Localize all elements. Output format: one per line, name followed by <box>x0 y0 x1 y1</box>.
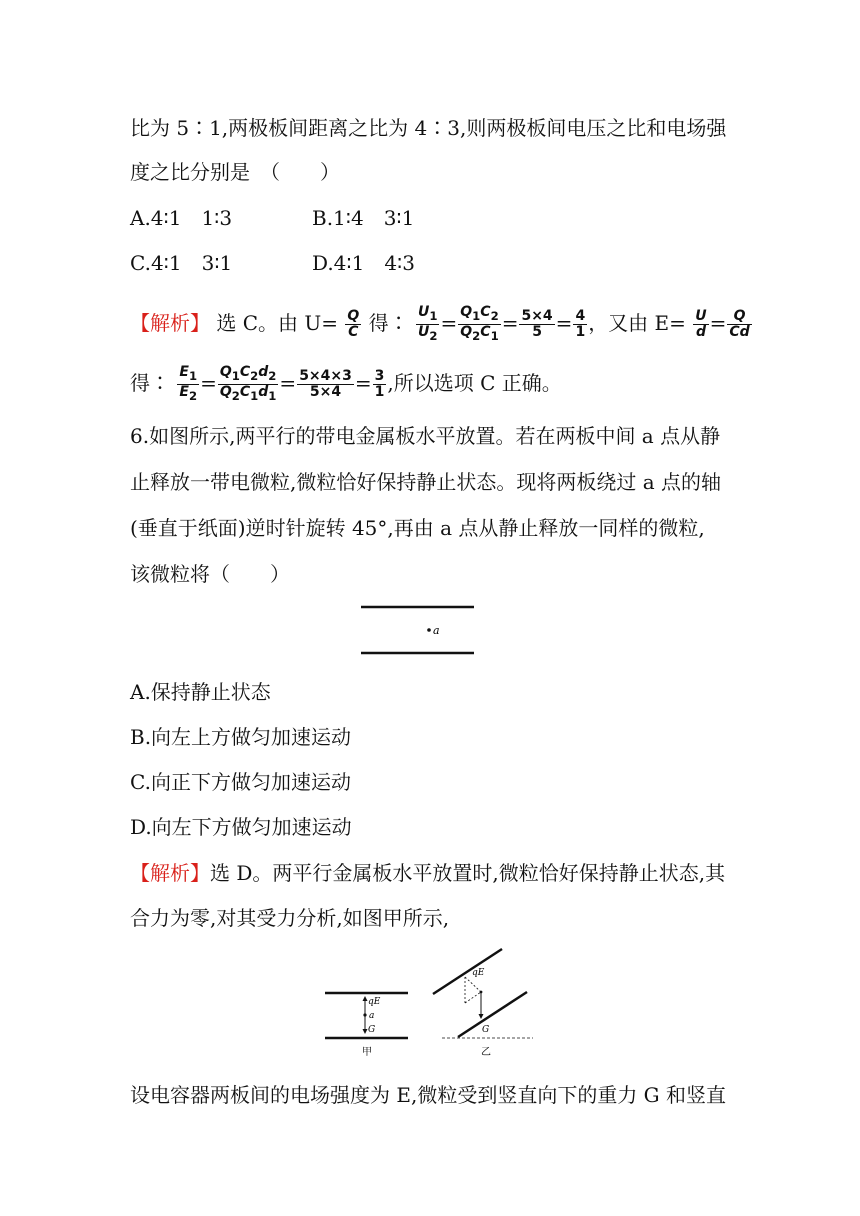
analysis-text: ，又由 E= <box>588 310 686 335</box>
q5-analysis-line1: 【解析】 选 C。由 U= $\frac{Q}{C}$ 得∶ $\frac{U_1}{U_2}$ = $\frac{Q_1C_2}{Q_2C_1}$ = $\frac{5\times 4}{5}$ = $\frac{4}{1}$ ，又由 E= $\frac{U}{d}$ = $\frac{Q}{Cd}$ <box>130 304 750 343</box>
formula-q-over-c: $\frac{Q}{C}$ <box>347 307 360 340</box>
figure-yi <box>433 949 533 1058</box>
q5-option-c: C.4∶1 3∶1 <box>130 251 233 275</box>
analysis-text: 选 D。两平行金属板水平放置时,微粒恰好保持静止状态,其 <box>210 861 726 885</box>
formula-5x4-over-5: $\frac{5\times 4}{5}$ <box>521 307 553 340</box>
q6-stem-line2: 止释放一带电微粒,微粒恰好保持静止状态。现将两板绕过 a 点的轴 <box>130 470 721 494</box>
point-a-dot <box>427 628 431 632</box>
q5-analysis-line2: 得∶ $\frac{E_1}{E_2}$ = $\frac{Q_1C_2d_2}{Q_2C_1d_1}$ = $\frac{5\times 4\times 3}{5\times 4}$ = $\frac{3}{1}$ ,所以选项 C 正确。 <box>130 364 562 403</box>
q6-option-a: A.保持静止状态 <box>130 680 271 704</box>
q5-option-d: D.4∶1 4∶3 <box>312 251 415 275</box>
q5-stem-line1: 比为 5∶1,两极板间距离之比为 4∶3,则两极板间电压之比和电场强 <box>130 116 727 140</box>
q6-stem-line1: 6.如图所示,两平行的带电金属板水平放置。若在两板中间 a 点从静 <box>130 424 721 448</box>
analysis-text: 得∶ <box>130 370 170 395</box>
q6-option-b: B.向左上方做匀加速运动 <box>130 725 352 749</box>
formula-q-over-cd: $\frac{Q}{Cd}$ <box>729 307 750 340</box>
q5-option-b: B.1∶4 3∶1 <box>312 206 415 230</box>
q6-analysis-line2: 合力为零,对其受力分析,如图甲所示, <box>130 906 450 930</box>
caption-yi: 乙 <box>481 1047 491 1058</box>
q6-last-line: 设电容器两板间的电场强度为 E,微粒受到竖直向下的重力 G 和竖直 <box>130 1083 727 1107</box>
formula-qc-ratio: $\frac{Q_1C_2}{Q_2C_1}$ <box>460 304 499 343</box>
label-a: a <box>369 1011 375 1021</box>
figure-jia <box>325 993 408 1058</box>
q6-option-c: C.向正下方做匀加速运动 <box>130 770 351 794</box>
formula-u-over-d: $\frac{U}{d}$ <box>695 307 707 340</box>
analysis-text: 选 C。由 U= <box>216 310 338 335</box>
label-G: G <box>482 1025 490 1035</box>
q5-stem-line2: 度之比分别是 （ ） <box>130 160 340 184</box>
label-qE: qE <box>472 968 485 978</box>
q6-plates-figure <box>355 600 480 660</box>
q6-stem-line4: 该微粒将（ ） <box>130 562 290 586</box>
formula-u-ratio: $\frac{U_1}{U_2}$ <box>417 304 438 343</box>
formula-5x4x3-over-5x4: $\frac{5\times 4\times 3}{5\times 4}$ <box>299 367 352 400</box>
formula-e-ratio: $\frac{E_1}{E_2}$ <box>179 364 198 403</box>
point-a-label: a <box>433 624 440 637</box>
formula-qcd-ratio: $\frac{Q_1C_2d_2}{Q_2C_1d_1}$ <box>219 364 277 403</box>
label-G: G <box>368 1025 376 1035</box>
caption-jia: 甲 <box>362 1047 372 1058</box>
q6-analysis-figures <box>320 945 545 1060</box>
analysis-tag: 【解析】 <box>130 861 210 885</box>
analysis-text: 得∶ <box>368 310 409 335</box>
q6-stem-line3: (垂直于纸面)逆时针旋转 45°,再由 a 点从静止释放一同样的微粒, <box>130 516 705 540</box>
analysis-tag: 【解析】 <box>130 310 210 335</box>
analysis-text: ,所以选项 C 正确。 <box>387 370 562 395</box>
q6-analysis-line1 <box>130 858 725 888</box>
q5-option-a: A.4∶1 1∶3 <box>130 206 233 230</box>
formula-4-over-1: $\frac{4}{1}$ <box>575 307 586 340</box>
label-qE: qE <box>368 997 381 1007</box>
q6-option-d: D.向左下方做匀加速运动 <box>130 815 352 839</box>
formula-3-over-1: $\frac{3}{1}$ <box>374 367 385 400</box>
